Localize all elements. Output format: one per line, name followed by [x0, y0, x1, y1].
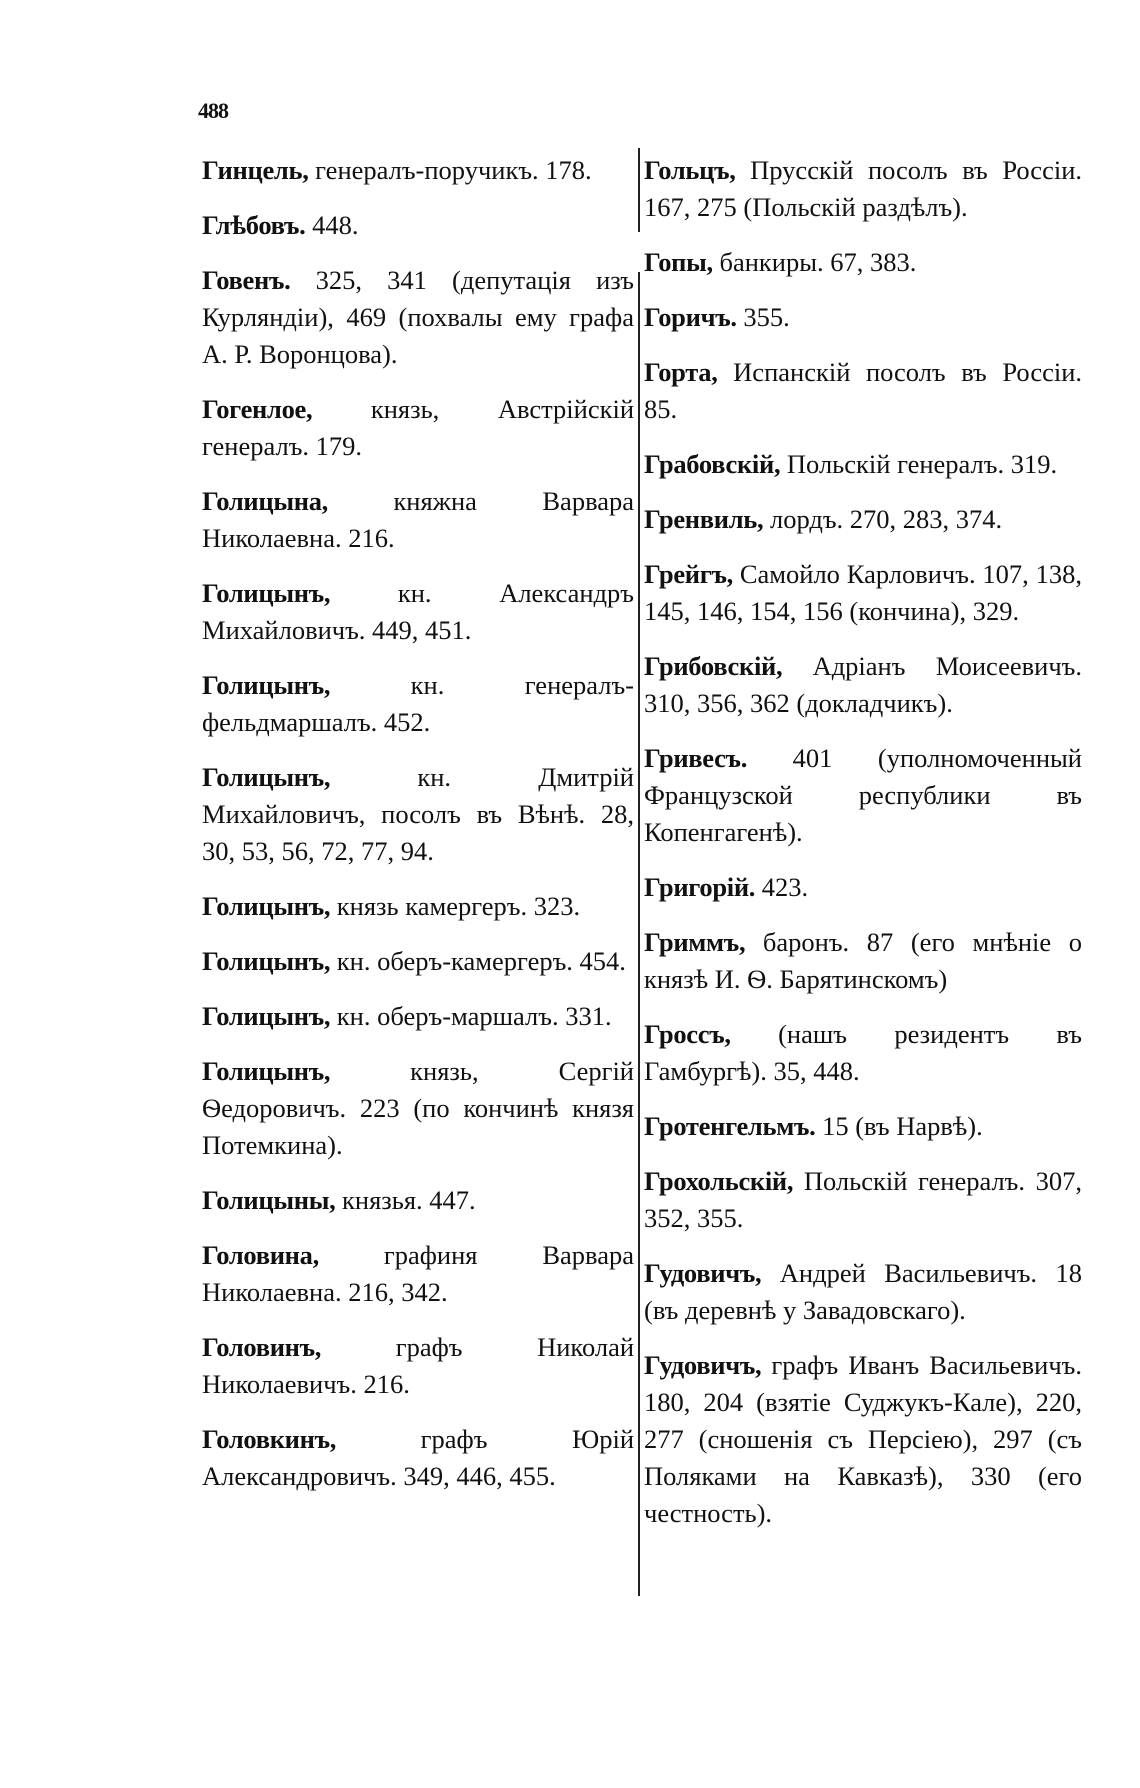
- index-entry-text: кн. Александръ Михайловичъ. 449, 451.: [202, 578, 634, 645]
- index-entry: [644, 924, 1082, 998]
- index-entry: [644, 354, 1082, 428]
- index-entry-head: Гроссъ,: [644, 1019, 731, 1049]
- index-entry: [644, 244, 1082, 281]
- index-entry-head: Гинцель,: [202, 155, 309, 185]
- index-entry: [644, 556, 1082, 630]
- index-entry-head: Гогенлое,: [202, 394, 313, 424]
- index-entry: [644, 1108, 1082, 1145]
- index-entry: [202, 207, 634, 244]
- index-entry-head: Гудовичъ,: [644, 1258, 762, 1288]
- index-entry-head: Гренвиль,: [644, 504, 764, 534]
- index-entry-text: кн. Дмитрій Михайловичъ, посолъ въ Вѣнѣ. 28, 30, 53, 56, 72, 77, 94.: [202, 762, 634, 866]
- index-entry-text: Польскій генералъ. 319.: [786, 449, 1058, 479]
- index-entry-text: графъ Николай Николаевичъ. 216.: [202, 1332, 635, 1399]
- index-entry-head: Гольцъ,: [644, 155, 736, 185]
- index-entry: [202, 943, 634, 980]
- index-entry-head: Говенъ.: [202, 265, 291, 295]
- index-entry: [644, 299, 1082, 336]
- index-entry-head: Гопы,: [644, 247, 713, 277]
- index-entry-text: банкиры. 67, 383.: [719, 247, 917, 277]
- index-entry-text: баронъ. 87 (его мнѣніе о князѣ И. Ѳ. Барятинскомъ): [644, 927, 1082, 994]
- index-entry-text: князь, Сергій Ѳедоровичъ. 223 (по кончинѣ князя Потемкина).: [202, 1056, 634, 1160]
- index-entry: [644, 1255, 1082, 1329]
- index-entry: [202, 667, 634, 741]
- index-entry-head: Голицынъ,: [202, 1001, 331, 1031]
- index-entry-text: князь камергеръ. 323.: [336, 891, 581, 921]
- index-entry: [644, 446, 1082, 483]
- index-entry-text: Прусскій посолъ въ Россіи. 167, 275 (Польскій раздѣлъ).: [644, 155, 1083, 222]
- index-entry-text: графъ Иванъ Васильевичъ. 180, 204 (взятіе Суджукъ-Кале), 220, 277 (сношенія съ Персіею), 297 (съ Поляками на Кавказѣ), 330 (его честность).: [644, 1350, 1082, 1528]
- index-entry: [644, 501, 1082, 538]
- index-entry-text: генералъ-поручикъ. 178.: [315, 155, 592, 185]
- index-entry-text: Испанскій посолъ въ Россіи. 85.: [644, 357, 1083, 424]
- index-entry: [202, 888, 634, 925]
- column-divider-gap: [638, 232, 640, 272]
- index-entry-head: Голицынъ,: [202, 891, 331, 921]
- index-entry: [202, 1182, 634, 1219]
- index-entry: [644, 740, 1082, 851]
- index-entry-head: Голицынъ,: [202, 670, 331, 700]
- index-entry-text: 423.: [761, 872, 809, 902]
- index-entry-text: 355.: [743, 302, 790, 332]
- index-entry-head: Голицынъ,: [202, 578, 331, 608]
- index-entry-text: князь, Австрійскій генералъ. 179.: [202, 394, 634, 461]
- index-entry-head: Грейгъ,: [644, 559, 733, 589]
- index-entry-text: (нашъ резидентъ въ Гамбургѣ). 35, 448.: [644, 1019, 1082, 1086]
- index-entry: [644, 648, 1082, 722]
- index-entry-head: Глѣбовъ.: [202, 210, 306, 240]
- index-entry-text: кн. оберъ-камергеръ. 454.: [336, 946, 626, 976]
- index-entry-head: Григорій.: [644, 872, 756, 902]
- index-entry-text: князья. 447.: [342, 1185, 476, 1215]
- index-entry-head: Головкинъ,: [202, 1424, 337, 1454]
- index-entry: [202, 1329, 634, 1403]
- index-entry: [202, 152, 634, 189]
- index-entry-text: кн. генералъ-фельдмаршалъ. 452.: [202, 670, 635, 737]
- index-entry-text: графиня Варвара Николаевна. 216, 342.: [202, 1240, 634, 1307]
- index-entry: [202, 483, 634, 557]
- index-entry-head: Гротенгельмъ.: [644, 1111, 816, 1141]
- index-entry-text: графъ Юрій Александровичъ. 349, 446, 455.: [202, 1424, 634, 1491]
- index-entry: [202, 391, 634, 465]
- index-column-left: [202, 152, 634, 1513]
- index-entry-text: княжна Варвара Николаевна. 216.: [202, 486, 635, 553]
- index-entry: [202, 998, 634, 1035]
- index-entry: [644, 1347, 1082, 1532]
- index-entry-text: 325, 341 (депутація изъ Курляндіи), 469 (похвалы ему графа А. Р. Воронцова).: [202, 265, 634, 369]
- index-entry-head: Грохольскій,: [644, 1166, 794, 1196]
- index-entry-head: Головинъ,: [202, 1332, 322, 1362]
- index-entry-head: Грибовскій,: [644, 651, 783, 681]
- index-entry-head: Горичъ.: [644, 302, 737, 332]
- column-divider: [638, 148, 640, 1596]
- index-entry-head: Гудовичъ,: [644, 1350, 762, 1380]
- index-entry-head: Горта,: [644, 357, 718, 387]
- index-entry: [202, 759, 634, 870]
- index-entry: [644, 152, 1082, 226]
- page-number: 488: [198, 98, 228, 123]
- index-entry-text: 448.: [312, 210, 359, 240]
- index-entry-text: Самойло Карловичъ. 107, 138, 145, 146, 154, 156 (кончина), 329.: [644, 559, 1082, 626]
- index-entry-head: Гривесъ.: [644, 743, 748, 773]
- index-entry-text: 15 (въ Нарвѣ).: [822, 1111, 983, 1141]
- index-entry-head: Голицына,: [202, 486, 328, 516]
- index-entry-head: Голицынъ,: [202, 946, 331, 976]
- index-entry-text: Польскій генералъ. 307, 352, 355.: [644, 1166, 1082, 1233]
- index-entry-text: 401 (уполномоченный Французской республики въ Копенгагенѣ).: [644, 743, 1082, 847]
- index-entry-text: Андрей Васильевичъ. 18 (въ деревнѣ у Завадовскаго).: [644, 1258, 1082, 1325]
- index-entry: [644, 1016, 1082, 1090]
- index-entry-head: Голицыны,: [202, 1185, 336, 1215]
- index-entry-head: Гриммъ,: [644, 927, 746, 957]
- index-entry: [202, 1237, 634, 1311]
- index-entry-text: лордъ. 270, 283, 374.: [769, 504, 1003, 534]
- index-entry: [202, 262, 634, 373]
- index-column-right: [644, 152, 1082, 1550]
- index-entry-head: Голицынъ,: [202, 1056, 331, 1086]
- index-entry-head: Грабовскій,: [644, 449, 781, 479]
- index-entry-head: Голицынъ,: [202, 762, 331, 792]
- index-entry-text: кн. оберъ-маршалъ. 331.: [336, 1001, 612, 1031]
- index-entry: [644, 869, 1082, 906]
- index-entry: [202, 1053, 634, 1164]
- index-entry: [202, 575, 634, 649]
- index-entry-head: Головина,: [202, 1240, 319, 1270]
- index-entry: [202, 1421, 634, 1495]
- index-entry-text: Адріанъ Моисеевичъ. 310, 356, 362 (докладчикъ).: [644, 651, 1082, 718]
- index-entry: [644, 1163, 1082, 1237]
